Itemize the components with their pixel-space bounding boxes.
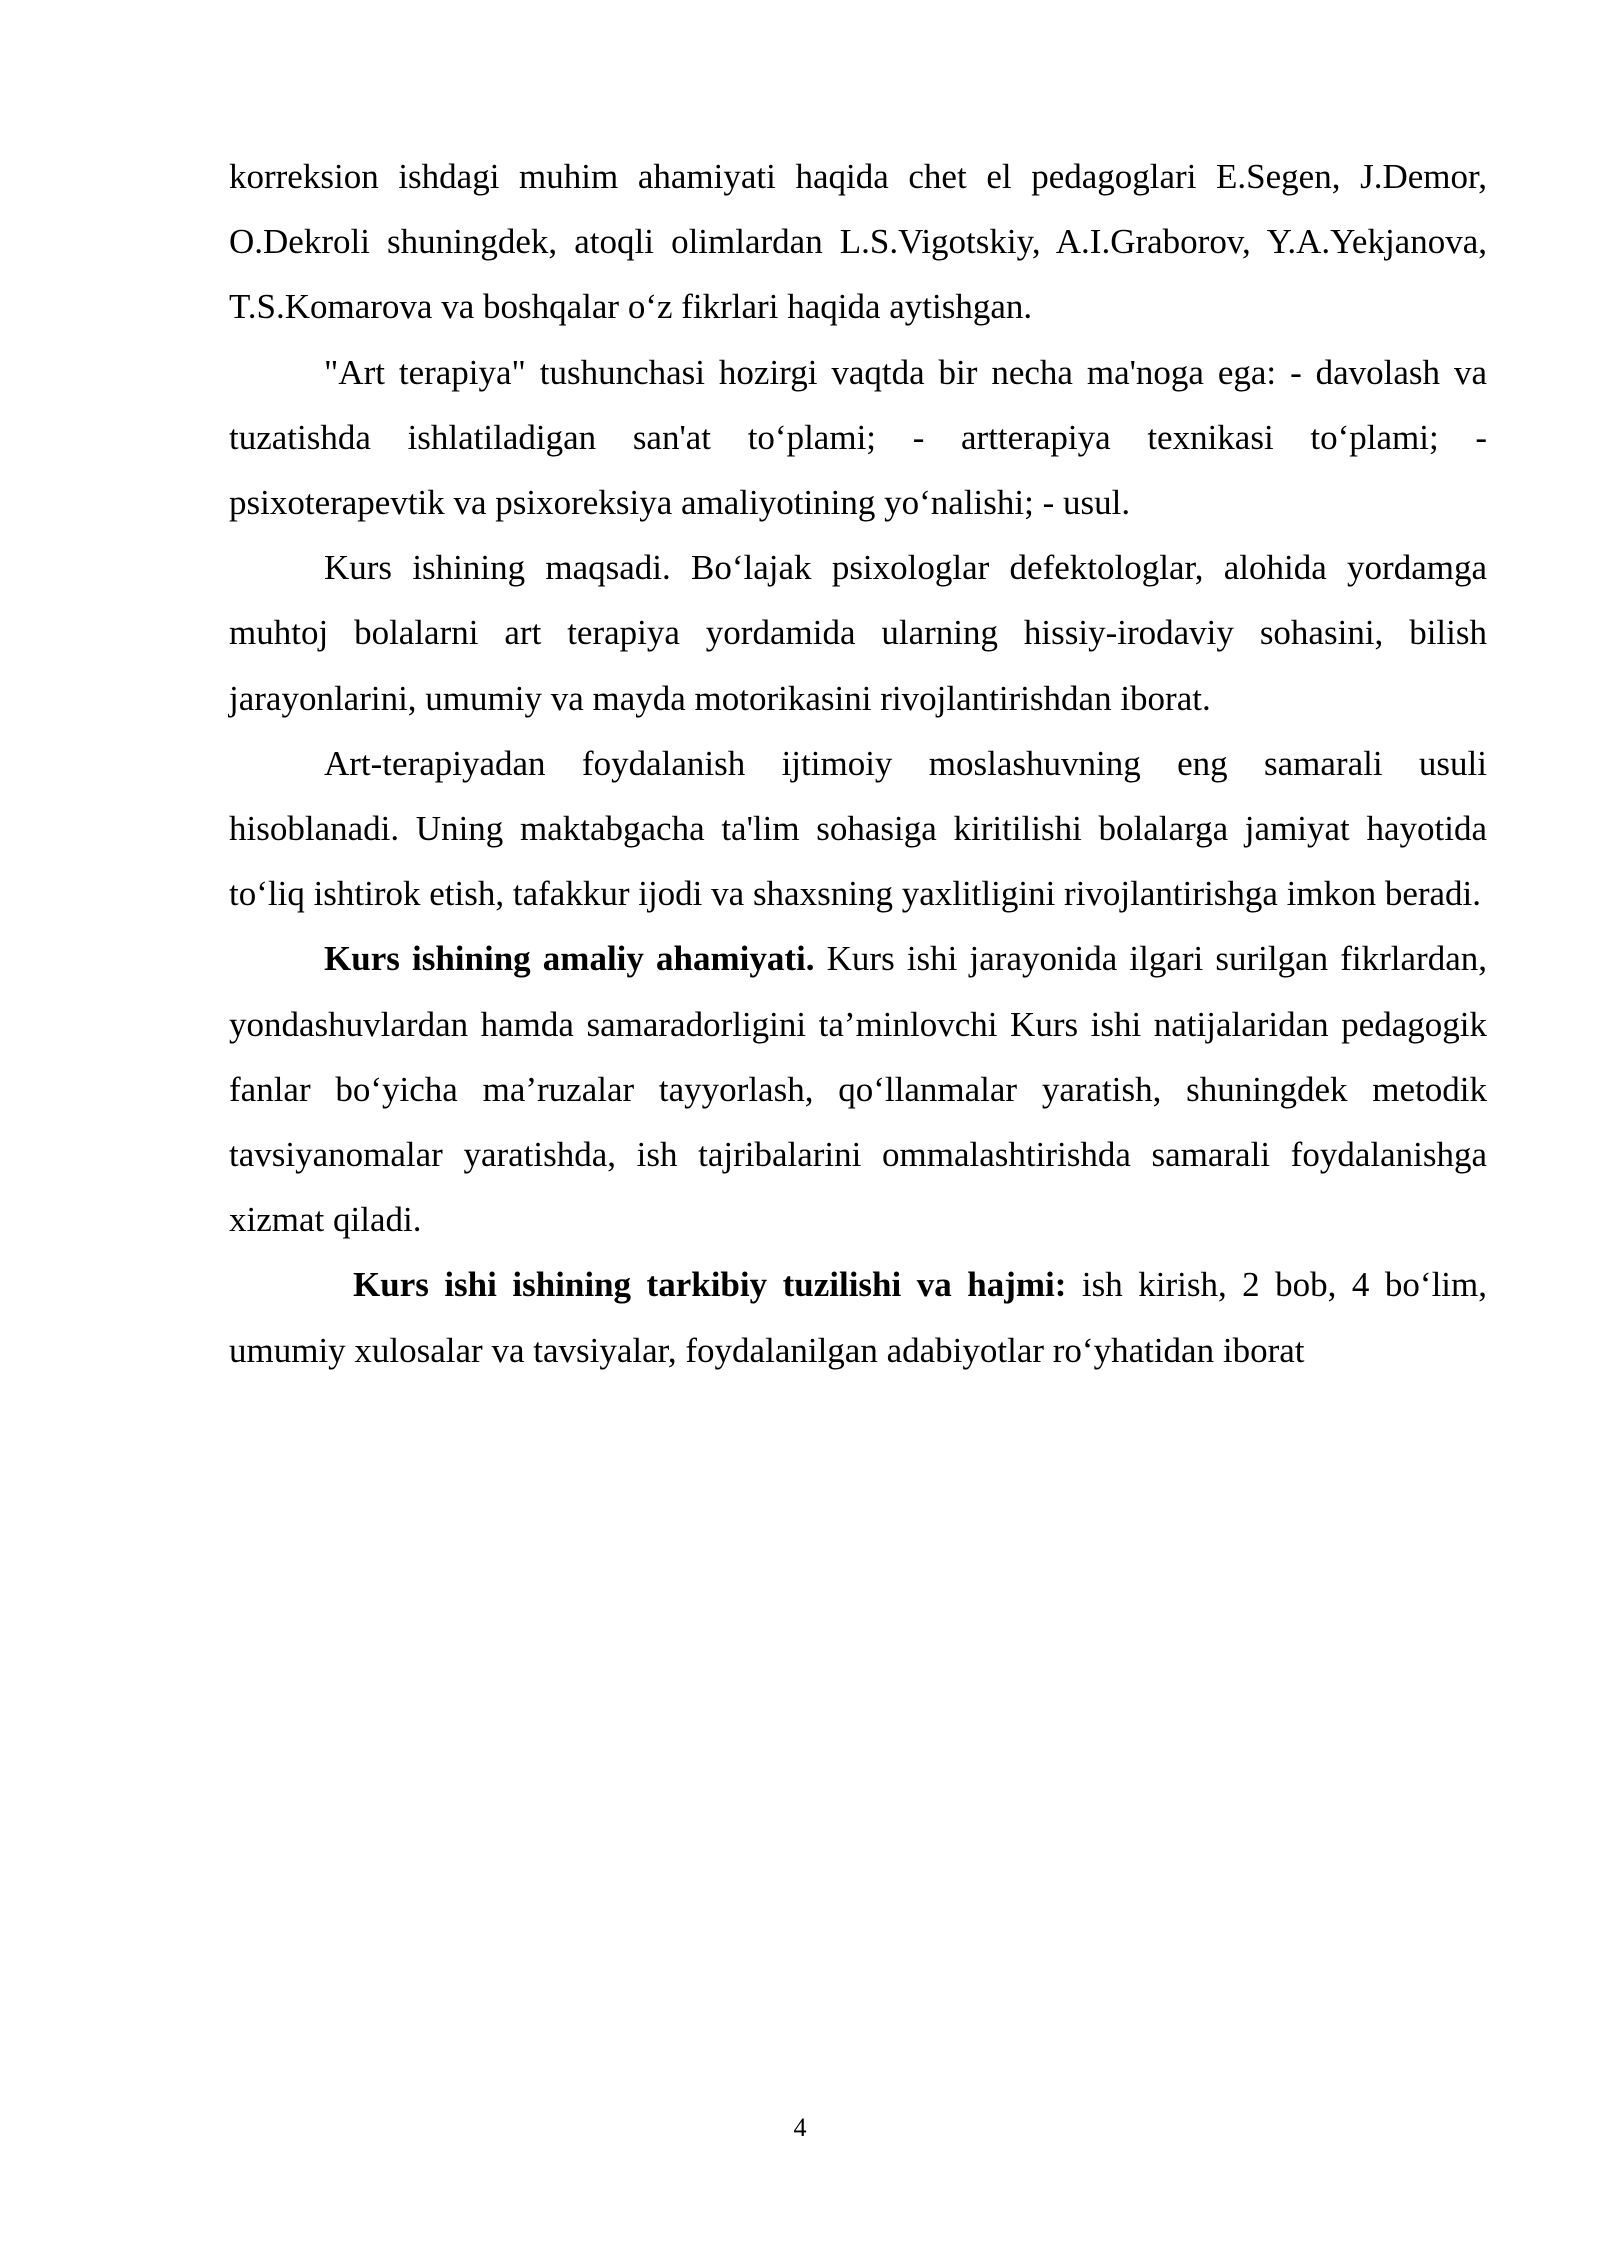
paragraph-4 xyxy=(229,731,1487,927)
paragraph-5-heading: Kurs ishining amaliy ahamiyati. xyxy=(324,939,815,979)
paragraph-6 xyxy=(229,1252,1487,1382)
paragraph-1-text: korreksion ishdagi muhim ahamiyati haqida chet el pedagoglari E.Segen, J.Demor, O.Dekroli shuningdek, atoqli olimlardan L.S.Vigotskiy, A.I.Graborov, Y.A.Yekjanova, T.S.Komarova va boshqalar o‘z fikrlari haqida aytishgan. xyxy=(229,157,1487,327)
paragraph-6-text: ish kirish, 2 bob, 4 bo‘lim, umumiy xulosalar va tavsiyalar, foydalanilgan adabiyotlar ro‘yhatidan iborat xyxy=(229,1265,1487,1370)
paragraph-2-text: "Art terapiya" tushunchasi hozirgi vaqtda bir necha ma'noga ega: - davolash va tuzatishda ishlatiladigan san'at to‘plami; - artterapiya texnikasi to‘plami; - psixoterapevtik va psixoreksiya amaliyotining yo‘nalishi; - usul. xyxy=(229,352,1487,523)
paragraph-5 xyxy=(229,926,1487,1252)
paragraph-4-text: Art-terapiyadan foydalanish ijtimoiy moslashuvning eng samarali usuli hisoblanadi. Uning maktabgacha ta'lim sohasiga kiritilishi bolalarga jamiyat hayotida to‘liq ishtirok etish, tafakkur ijodi va shaxsning yaxlitligini rivojlantirishga imkon beradi. xyxy=(229,743,1487,914)
paragraph-2 xyxy=(229,340,1487,536)
paragraph-3 xyxy=(229,535,1487,731)
page-body xyxy=(229,144,1487,1383)
paragraph-3-text: Kurs ishining maqsadi. Bo‘lajak psixologlar defektologlar, alohida yordamga muhtoj bolalarni art terapiya yordamida ularning hissiy-irodaviy sohasini, bilish jarayonlarini, umumiy va mayda motorikasini rivojlantirishdan iborat. xyxy=(229,548,1487,718)
paragraph-1 xyxy=(229,144,1487,340)
paragraph-6-heading: Kurs ishi ishining tarkibiy tuzilishi va hajmi: xyxy=(353,1265,1067,1305)
paragraph-5-text: Kurs ishi jarayonida ilgari surilgan fikrlardan, yondashuvlardan hamda samaradorligini ta’minlovchi Kurs ishi natijalaridan pedagogik fanlar bo‘yicha ma’ruzalar tayyorlash, qo‘llanmalar yaratish, shuningdek metodik tavsiyanomalar yaratishda, ish tajribalarini ommalashtirishda samarali foydalanishga xizmat qiladi. xyxy=(229,939,1487,1240)
page-number: 4 xyxy=(793,2113,807,2142)
